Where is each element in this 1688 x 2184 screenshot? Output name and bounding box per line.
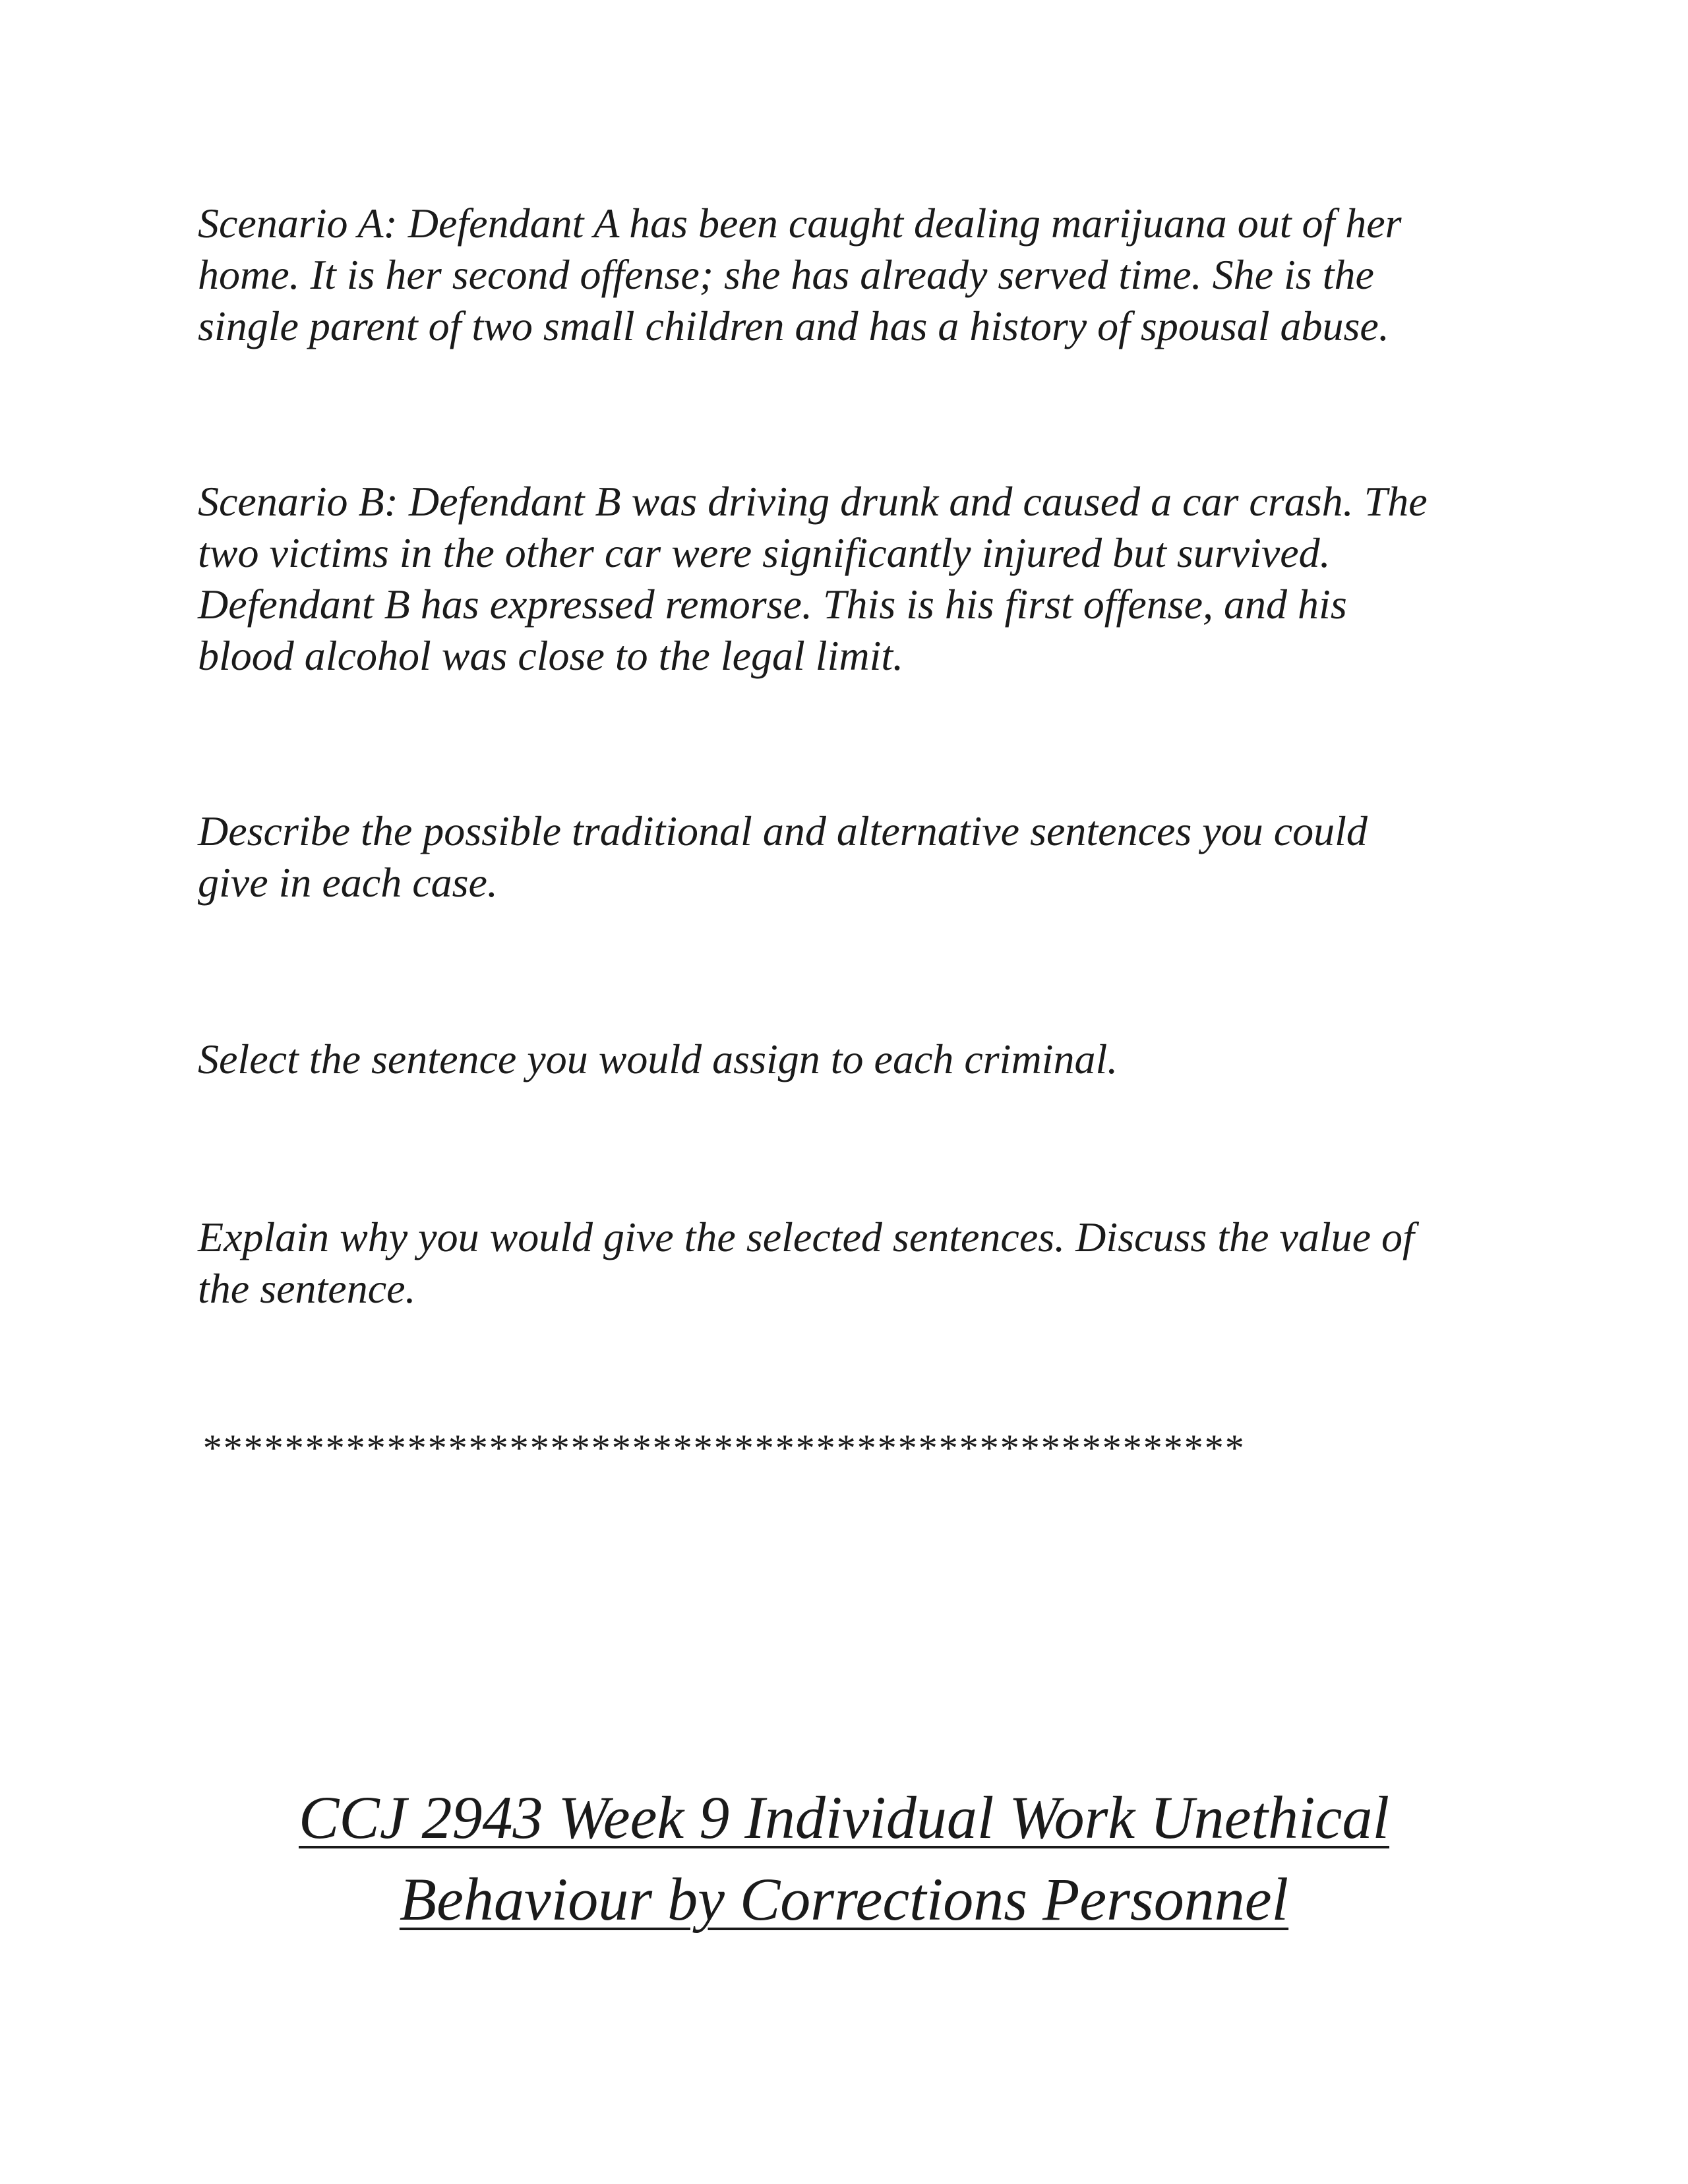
question-3-line-1: Explain why you would give the selected sentences. Discuss the value of [198,1214,1414,1260]
scenario-a-line-1: Scenario A: Defendant A has been caught dealing marijuana out of her [198,200,1402,247]
scenario-b-line-2: two victims in the other car were significantly injured but survived. [198,529,1331,576]
scenario-a-line-2: home. It is her second offense; she has already served time. She is the [198,251,1374,298]
title-line-2: Behaviour by Corrections Personnel [399,1866,1289,1933]
scenario-a-line-3: single parent of two small children and has a history of spousal abuse. [198,303,1389,349]
scenario-a-paragraph [198,198,1517,352]
scenario-b-line-3: Defendant B has expressed remorse. This is his first offense, and his [198,581,1347,628]
question-describe-sentences [198,806,1517,908]
title-line-1: CCJ 2943 Week 9 Individual Work Unethical [298,1784,1390,1851]
question-1-line-1: Describe the possible traditional and alternative sentences you could [198,808,1368,854]
question-select-sentence [198,1034,1517,1085]
asterisk-separator: *************************************************** [201,1427,1244,1469]
document-title [0,1777,1688,1940]
question-3-line-2: the sentence. [198,1265,416,1312]
question-explain-sentences [198,1212,1517,1314]
scenario-b-paragraph [198,476,1517,682]
question-1-line-2: give in each case. [198,859,498,906]
scenario-b-line-4: blood alcohol was close to the legal limit. [198,632,904,679]
question-2-line-1: Select the sentence you would assign to each criminal. [198,1036,1118,1082]
scenario-b-line-1: Scenario B: Defendant B was driving drunk and caused a car crash. The [198,478,1428,525]
